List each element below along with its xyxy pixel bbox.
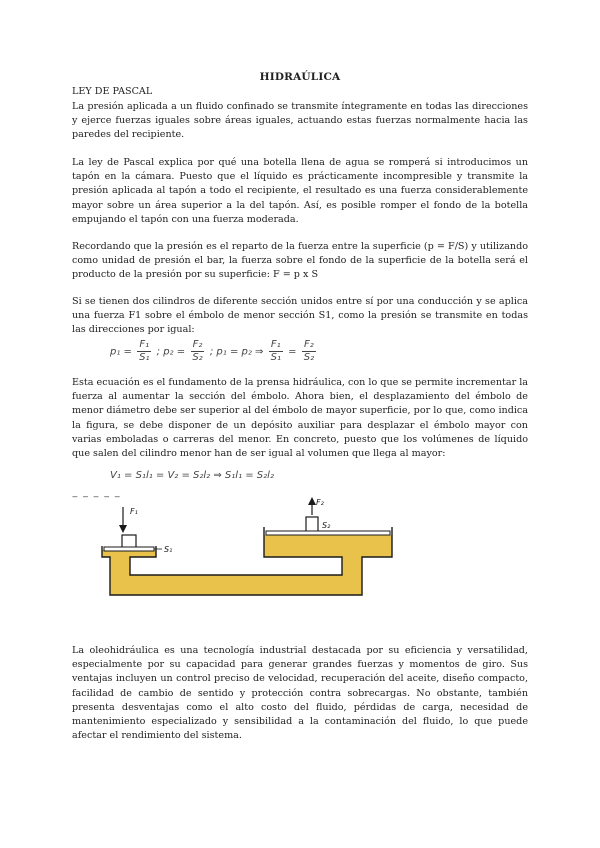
page-title: HIDRAÚLICA: [259, 71, 341, 83]
eq-separator: ; p₂ =: [156, 346, 186, 358]
eq-p1: p₁ =: [110, 346, 132, 358]
label-s1: S₁: [164, 545, 173, 554]
fraction-numerator: F₂: [192, 339, 203, 350]
label-f2: F₂: [316, 498, 324, 507]
fluid-fill: [102, 535, 392, 595]
equation-volume: V₁ = S₁l₁ = V₂ = S₂l₂ ⇒ S₁l₁ = S₂l₂: [110, 470, 274, 481]
paragraph-two-cylinders: Si se tienen dos cilindros de diferente sección unidos entre sí por una conducción y se aplica una fuerza F1 sobre el émbolo de menor sección S1, como la presión se transmite en todas las direcciones por igual:: [72, 296, 528, 336]
fraction-numerator: F₂: [304, 339, 314, 350]
fraction-denominator: S₁: [270, 352, 281, 363]
fraction-numerator: F₁: [139, 339, 150, 350]
fraction-f2-s2: [190, 339, 204, 364]
eq-equals: =: [288, 346, 297, 358]
eq-separator: ; p₁ = p₂ ⇒: [209, 346, 264, 358]
equation-pressure-ratio: [110, 339, 318, 364]
hydraulic-press-diagram: [92, 497, 432, 609]
force-arrow-f1: [119, 507, 127, 533]
paragraph-pressure-definition: Recordando que la presión es el reparto de la fuerza entre la superficie (p = F/S) y utilizando como unidad de presión el bar, la fuerza sobre el fondo de la superficie de la botella será el producto de la presión por su superficie: F = p x S: [72, 241, 528, 281]
fraction-f1-s1: [137, 339, 151, 364]
label-f1: F₁: [130, 507, 138, 516]
fraction-f1-s1-result: [269, 339, 283, 364]
dash-marks: ‒ ‒ ‒ ‒ ‒: [72, 492, 122, 502]
paragraph-hydraulic-press: Esta ecuación es el fundamento de la prensa hidráulica, con lo que se permite incrementar la fuerza al aumentar la sección del émbolo. Ahora bien, el desplazamiento del émbolo de menor diámetro debe ser superior al del émbolo de mayor superficie, por lo que, como indica la figura, se debe disponer de un depósito auxiliar para desplazar el émbolo mayor con varias emboladas o carreras del menor. En concreto, puesto que los volúmenes de líquido que salen del cilindro menor han de ser igual al volumen que llega al mayor:: [72, 377, 528, 460]
paragraph-oleohydraulics: La oleohidráulica es una tecnología industrial destacada por su eficiencia y versatilidad, especialmente por su capacidad para generar grandes fuerzas y momentos de giro. Sus ventajas incluyen un control preciso de velocidad, recuperación del aceite, diseño compacto, facilidad de cambio de sentido y protección contra sobrecargas. No obstante, también presenta desventajas como el alto costo del fluido, pérdidas de carga, necesidad de mantenimiento especializado y sensibilidad a la contaminación del fluido, lo que puede afectar el rendimiento del sistema.: [72, 645, 528, 742]
paragraph-bottle-example: La ley de Pascal explica por qué una botella llena de agua se romperá si introducimos un tapón en la cámara. Puesto que el líquido es prácticamente incompresible y transmite la presión aplicada al tapón a todo el recipiente, el resultado es una fuerza considerablemente mayor sobre un área superior a la del tapón. Así, es posible romper el fondo de la botella empujando el tapón con una fuerza moderada.: [72, 157, 528, 225]
label-s2: S₂: [322, 521, 331, 530]
small-piston: [104, 535, 162, 551]
fraction-f2-s2-result: [302, 339, 316, 364]
force-arrow-f2: [308, 497, 316, 515]
fraction-denominator: S₂: [303, 352, 315, 363]
section-heading: LEY DE PASCAL: [72, 86, 153, 97]
paragraph-pascal-law: La presión aplicada a un fluido confinado se transmite íntegramente en todas las direcciones y ejerce fuerzas iguales sobre áreas iguales, actuando estas fuerzas normalmente hacia las paredes del recipiente.: [72, 101, 528, 141]
fraction-denominator: S₂: [192, 352, 203, 363]
fraction-denominator: S₁: [139, 352, 150, 363]
fraction-numerator: F₁: [270, 339, 281, 350]
